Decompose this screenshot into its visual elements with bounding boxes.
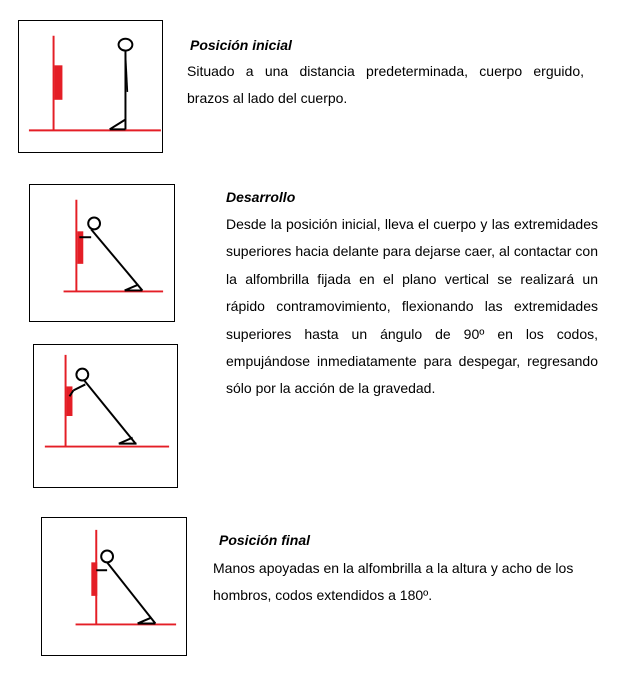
stick-figure-final-illustration [42,518,186,655]
section-text-final: Manos apoyadas en la alfombrilla a la altura y acho de los hombros, codos extendidos a 180º. [213,560,574,604]
section-title-desarrollo: Desarrollo [226,189,296,205]
figure-final-position [41,517,187,656]
figure-initial-position [18,20,163,153]
section-title-inicial: Posición inicial [190,37,292,53]
stick-figure-lean-illustration [30,185,174,321]
figure-desarrollo-lean [29,184,175,322]
section-text-inicial: Situado a una distancia predeterminada, cuerpo erguido, brazos al lado del cuerpo. [187,63,584,107]
stick-figure-flexion-illustration [34,345,177,487]
stick-figure-standing-illustration [19,21,162,152]
section-text-desarrollo: Desde la posición inicial, lleva el cuerpo y las extremidades superiores hacia delante para dejarse caer, al contactar con la alfombrilla fijada en el plano vertical se realizará un rápido contramovimiento, flexionando las extremidades superiores hasta un ángulo de 90º en los codos, empujándose inmediatamente para despegar, regresando sólo por la acción de la gravedad. [226,216,598,397]
figure-desarrollo-flex [33,344,178,488]
section-title-final: Posición final [219,532,311,548]
